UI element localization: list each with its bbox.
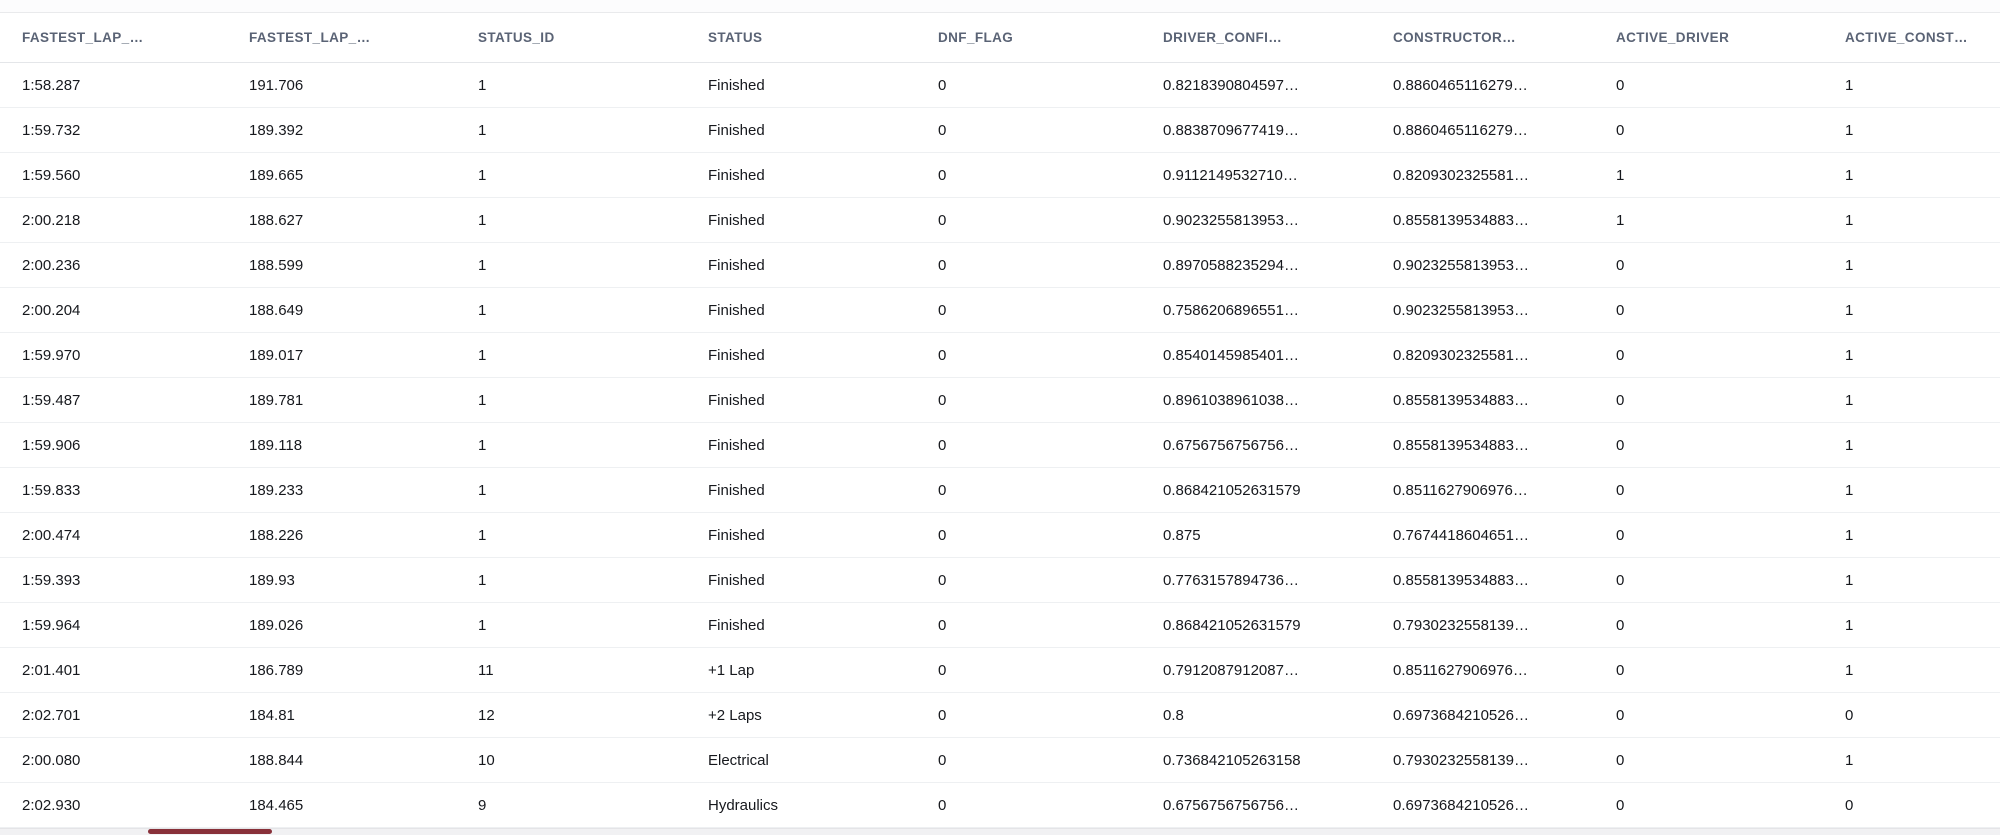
table-cell-active_const[interactable]: 1 (1845, 526, 1854, 544)
table-cell-fastest_lap_1[interactable]: 2:00.236 (22, 256, 81, 274)
table-cell-constructor[interactable]: 0.8209302325581… (1393, 166, 1529, 184)
table-cell-active_driver[interactable]: 0 (1616, 301, 1625, 319)
table-cell-fastest_lap_2[interactable]: 191.706 (249, 76, 304, 94)
table-cell-status_id[interactable]: 1 (478, 526, 487, 544)
table-cell-driver_confi[interactable]: 0.7912087912087… (1163, 661, 1299, 679)
table-cell-driver_confi[interactable]: 0.8 (1163, 706, 1184, 724)
table-cell-status[interactable]: Finished (708, 571, 765, 589)
table-cell-status[interactable]: Electrical (708, 751, 769, 769)
table-cell-status_id[interactable]: 1 (478, 391, 487, 409)
table-cell-constructor[interactable]: 0.9023255813953… (1393, 301, 1529, 319)
table-cell-dnf_flag[interactable]: 0 (938, 796, 947, 814)
table-cell-dnf_flag[interactable]: 0 (938, 211, 947, 229)
table-cell-constructor[interactable]: 0.8558139534883… (1393, 436, 1529, 454)
table-cell-status[interactable]: +2 Laps (708, 706, 762, 724)
table-cell-fastest_lap_1[interactable]: 2:00.204 (22, 301, 81, 319)
table-cell-active_driver[interactable]: 0 (1616, 706, 1625, 724)
column-header-driver_confi[interactable]: DRIVER_CONFI… (1163, 30, 1283, 45)
table-cell-active_driver[interactable]: 0 (1616, 76, 1625, 94)
table-cell-fastest_lap_1[interactable]: 2:02.930 (22, 796, 81, 814)
table-cell-constructor[interactable]: 0.8511627906976… (1393, 661, 1528, 679)
table-row[interactable] (0, 468, 2000, 513)
table-cell-fastest_lap_2[interactable]: 189.017 (249, 346, 304, 364)
table-cell-dnf_flag[interactable]: 0 (938, 121, 947, 139)
table-cell-constructor[interactable]: 0.8860465116279… (1393, 121, 1528, 139)
column-header-fastest_lap_2[interactable]: FASTEST_LAP_… (249, 30, 371, 45)
table-cell-driver_confi[interactable]: 0.9023255813953… (1163, 211, 1299, 229)
table-row[interactable] (0, 63, 2000, 108)
table-cell-status[interactable]: Finished (708, 76, 765, 94)
table-cell-active_const[interactable]: 1 (1845, 166, 1854, 184)
table-cell-dnf_flag[interactable]: 0 (938, 346, 947, 364)
table-cell-fastest_lap_2[interactable]: 188.627 (249, 211, 304, 229)
table-cell-status_id[interactable]: 1 (478, 301, 487, 319)
table-cell-status_id[interactable]: 1 (478, 616, 487, 634)
table-cell-driver_confi[interactable]: 0.7763157894736… (1163, 571, 1299, 589)
table-cell-status[interactable]: Finished (708, 346, 765, 364)
table-cell-status_id[interactable]: 1 (478, 121, 487, 139)
table-cell-active_driver[interactable]: 0 (1616, 526, 1625, 544)
table-row[interactable] (0, 648, 2000, 693)
table-cell-fastest_lap_1[interactable]: 1:58.287 (22, 76, 81, 94)
column-header-fastest_lap_1[interactable]: FASTEST_LAP_… (22, 30, 144, 45)
table-cell-active_driver[interactable]: 0 (1616, 436, 1625, 454)
table-cell-dnf_flag[interactable]: 0 (938, 166, 947, 184)
table-cell-status[interactable]: Finished (708, 301, 765, 319)
table-cell-status[interactable]: Finished (708, 211, 765, 229)
table-cell-active_const[interactable]: 1 (1845, 301, 1854, 319)
horizontal-scrollbar-thumb[interactable] (148, 829, 272, 834)
table-row[interactable] (0, 513, 2000, 558)
table-cell-fastest_lap_2[interactable]: 188.599 (249, 256, 304, 274)
table-cell-fastest_lap_2[interactable]: 189.93 (249, 571, 295, 589)
table-cell-status_id[interactable]: 1 (478, 256, 487, 274)
table-cell-constructor[interactable]: 0.8558139534883… (1393, 571, 1529, 589)
table-cell-active_driver[interactable]: 0 (1616, 661, 1625, 679)
table-cell-constructor[interactable]: 0.8558139534883… (1393, 211, 1529, 229)
column-header-status[interactable]: STATUS (708, 30, 763, 45)
table-cell-fastest_lap_1[interactable]: 1:59.833 (22, 481, 81, 499)
table-cell-active_const[interactable]: 1 (1845, 481, 1854, 499)
table-row[interactable] (0, 423, 2000, 468)
table-cell-active_const[interactable]: 1 (1845, 346, 1854, 364)
table-cell-driver_confi[interactable]: 0.7586206896551… (1163, 301, 1299, 319)
table-cell-status_id[interactable]: 10 (478, 751, 495, 769)
table-cell-status_id[interactable]: 1 (478, 436, 487, 454)
table-cell-dnf_flag[interactable]: 0 (938, 76, 947, 94)
table-row[interactable] (0, 243, 2000, 288)
table-cell-active_const[interactable]: 0 (1845, 796, 1854, 814)
table-cell-active_const[interactable]: 1 (1845, 76, 1854, 94)
table-row[interactable] (0, 378, 2000, 423)
table-cell-fastest_lap_2[interactable]: 189.233 (249, 481, 304, 499)
table-cell-constructor[interactable]: 0.9023255813953… (1393, 256, 1529, 274)
table-cell-status[interactable]: Hydraulics (708, 796, 779, 814)
table-cell-active_driver[interactable]: 0 (1616, 796, 1625, 814)
table-cell-active_driver[interactable]: 0 (1616, 481, 1625, 499)
table-cell-fastest_lap_1[interactable]: 2:00.474 (22, 526, 81, 544)
table-cell-active_driver[interactable]: 0 (1616, 616, 1625, 634)
table-cell-status[interactable]: Finished (708, 526, 765, 544)
table-cell-constructor[interactable]: 0.6973684210526… (1393, 706, 1529, 724)
table-cell-dnf_flag[interactable]: 0 (938, 301, 947, 319)
table-cell-fastest_lap_1[interactable]: 1:59.560 (22, 166, 81, 184)
table-cell-status[interactable]: Finished (708, 391, 765, 409)
table-cell-driver_confi[interactable]: 0.6756756756756… (1163, 796, 1299, 814)
table-cell-driver_confi[interactable]: 0.736842105263158 (1163, 751, 1301, 769)
table-cell-active_driver[interactable]: 0 (1616, 571, 1625, 589)
table-row[interactable] (0, 693, 2000, 738)
table-cell-status_id[interactable]: 1 (478, 166, 487, 184)
table-cell-constructor[interactable]: 0.8860465116279… (1393, 76, 1528, 94)
table-cell-active_driver[interactable]: 0 (1616, 751, 1625, 769)
table-cell-status_id[interactable]: 9 (478, 796, 487, 814)
table-cell-fastest_lap_1[interactable]: 1:59.487 (22, 391, 81, 409)
table-cell-fastest_lap_1[interactable]: 1:59.964 (22, 616, 81, 634)
table-cell-active_const[interactable]: 1 (1845, 391, 1854, 409)
table-cell-dnf_flag[interactable]: 0 (938, 751, 947, 769)
table-row[interactable] (0, 558, 2000, 603)
table-cell-driver_confi[interactable]: 0.868421052631579 (1163, 616, 1301, 634)
table-cell-constructor[interactable]: 0.7930232558139… (1393, 616, 1529, 634)
table-cell-constructor[interactable]: 0.8209302325581… (1393, 346, 1529, 364)
column-header-dnf_flag[interactable]: DNF_FLAG (938, 30, 1014, 45)
table-cell-status_id[interactable]: 1 (478, 346, 487, 364)
table-row[interactable] (0, 198, 2000, 243)
table-cell-driver_confi[interactable]: 0.8540145985401… (1163, 346, 1299, 364)
table-cell-fastest_lap_2[interactable]: 188.844 (249, 751, 304, 769)
table-cell-dnf_flag[interactable]: 0 (938, 436, 947, 454)
table-cell-constructor[interactable]: 0.8511627906976… (1393, 481, 1528, 499)
column-header-constructor[interactable]: CONSTRUCTOR… (1393, 30, 1517, 45)
table-cell-fastest_lap_2[interactable]: 188.226 (249, 526, 304, 544)
table-cell-driver_confi[interactable]: 0.868421052631579 (1163, 481, 1301, 499)
table-cell-constructor[interactable]: 0.6973684210526… (1393, 796, 1529, 814)
table-cell-status_id[interactable]: 1 (478, 211, 487, 229)
table-cell-driver_confi[interactable]: 0.875 (1163, 526, 1201, 544)
table-cell-active_const[interactable]: 1 (1845, 436, 1854, 454)
table-cell-dnf_flag[interactable]: 0 (938, 526, 947, 544)
table-cell-dnf_flag[interactable]: 0 (938, 256, 947, 274)
table-cell-fastest_lap_2[interactable]: 188.649 (249, 301, 304, 319)
table-row[interactable] (0, 738, 2000, 783)
table-cell-status[interactable]: Finished (708, 481, 765, 499)
table-cell-active_const[interactable]: 1 (1845, 661, 1854, 679)
table-cell-status[interactable]: Finished (708, 121, 765, 139)
table-cell-driver_confi[interactable]: 0.8961038961038… (1163, 391, 1299, 409)
table-cell-driver_confi[interactable]: 0.8838709677419… (1163, 121, 1299, 139)
table-cell-fastest_lap_1[interactable]: 1:59.393 (22, 571, 81, 589)
table-cell-driver_confi[interactable]: 0.6756756756756… (1163, 436, 1299, 454)
table-cell-status_id[interactable]: 12 (478, 706, 495, 724)
table-row[interactable] (0, 603, 2000, 648)
table-cell-active_const[interactable]: 1 (1845, 121, 1854, 139)
table-cell-dnf_flag[interactable]: 0 (938, 391, 947, 409)
table-top-divider (0, 0, 2000, 13)
table-cell-fastest_lap_1[interactable]: 2:00.080 (22, 751, 81, 769)
table-cell-fastest_lap_1[interactable]: 1:59.970 (22, 346, 81, 364)
table-cell-fastest_lap_2[interactable]: 189.118 (249, 436, 303, 454)
table-cell-fastest_lap_2[interactable]: 189.026 (249, 616, 304, 634)
table-cell-fastest_lap_2[interactable]: 186.789 (249, 661, 304, 679)
table-cell-dnf_flag[interactable]: 0 (938, 616, 947, 634)
table-cell-fastest_lap_2[interactable]: 189.665 (249, 166, 304, 184)
table-cell-active_const[interactable]: 1 (1845, 571, 1854, 589)
table-row[interactable] (0, 153, 2000, 198)
table-cell-status[interactable]: Finished (708, 166, 765, 184)
table-row[interactable] (0, 288, 2000, 333)
table-cell-constructor[interactable]: 0.8558139534883… (1393, 391, 1529, 409)
table-cell-status[interactable]: Finished (708, 616, 765, 634)
table-cell-active_const[interactable]: 1 (1845, 256, 1854, 274)
column-header-status_id[interactable]: STATUS_ID (478, 30, 555, 45)
table-cell-active_const[interactable]: 1 (1845, 751, 1854, 769)
table-cell-active_driver[interactable]: 0 (1616, 346, 1625, 364)
table-cell-fastest_lap_1[interactable]: 2:02.701 (22, 706, 81, 724)
table-cell-fastest_lap_2[interactable]: 189.392 (249, 121, 304, 139)
table-cell-status_id[interactable]: 1 (478, 76, 487, 94)
table-cell-constructor[interactable]: 0.7674418604651… (1393, 526, 1529, 544)
table-cell-driver_confi[interactable]: 0.8970588235294… (1163, 256, 1299, 274)
table-cell-constructor[interactable]: 0.7930232558139… (1393, 751, 1529, 769)
table-cell-active_driver[interactable]: 1 (1616, 166, 1625, 184)
table-cell-fastest_lap_1[interactable]: 1:59.906 (22, 436, 81, 454)
table-cell-status[interactable]: Finished (708, 436, 765, 454)
column-header-active_const[interactable]: ACTIVE_CONST… (1845, 30, 1968, 45)
table-header-row (0, 13, 2000, 63)
table-cell-fastest_lap_1[interactable]: 2:00.218 (22, 211, 81, 229)
table-cell-active_driver[interactable]: 0 (1616, 121, 1625, 139)
table-cell-active_driver[interactable]: 0 (1616, 391, 1625, 409)
table-cell-active_const[interactable]: 1 (1845, 211, 1854, 229)
table-cell-status_id[interactable]: 1 (478, 571, 487, 589)
table-cell-driver_confi[interactable]: 0.9112149532710… (1163, 166, 1298, 184)
table-cell-driver_confi[interactable]: 0.8218390804597… (1163, 76, 1299, 94)
table-cell-active_const[interactable]: 0 (1845, 706, 1854, 724)
table-cell-status_id[interactable]: 11 (478, 661, 494, 679)
table-cell-dnf_flag[interactable]: 0 (938, 661, 947, 679)
table-cell-active_driver[interactable]: 0 (1616, 256, 1625, 274)
table-cell-fastest_lap_2[interactable]: 189.781 (249, 391, 304, 409)
table-cell-dnf_flag[interactable]: 0 (938, 706, 947, 724)
table-body (0, 63, 2000, 828)
table-cell-fastest_lap_2[interactable]: 184.465 (249, 796, 304, 814)
table-cell-active_const[interactable]: 1 (1845, 616, 1854, 634)
table-row[interactable] (0, 333, 2000, 378)
column-header-active_driver[interactable]: ACTIVE_DRIVER (1616, 30, 1730, 45)
table-cell-dnf_flag[interactable]: 0 (938, 571, 947, 589)
table-cell-status_id[interactable]: 1 (478, 481, 487, 499)
table-cell-fastest_lap_1[interactable]: 1:59.732 (22, 121, 81, 139)
table-row[interactable] (0, 783, 2000, 828)
horizontal-scrollbar-track[interactable] (0, 828, 2000, 835)
table-cell-status[interactable]: Finished (708, 256, 765, 274)
table-cell-status[interactable]: +1 Lap (708, 661, 755, 679)
table-cell-active_driver[interactable]: 1 (1616, 211, 1625, 229)
table-row[interactable] (0, 108, 2000, 153)
table-cell-fastest_lap_1[interactable]: 2:01.401 (22, 661, 81, 679)
table-cell-fastest_lap_2[interactable]: 184.81 (249, 706, 295, 724)
table-cell-dnf_flag[interactable]: 0 (938, 481, 947, 499)
